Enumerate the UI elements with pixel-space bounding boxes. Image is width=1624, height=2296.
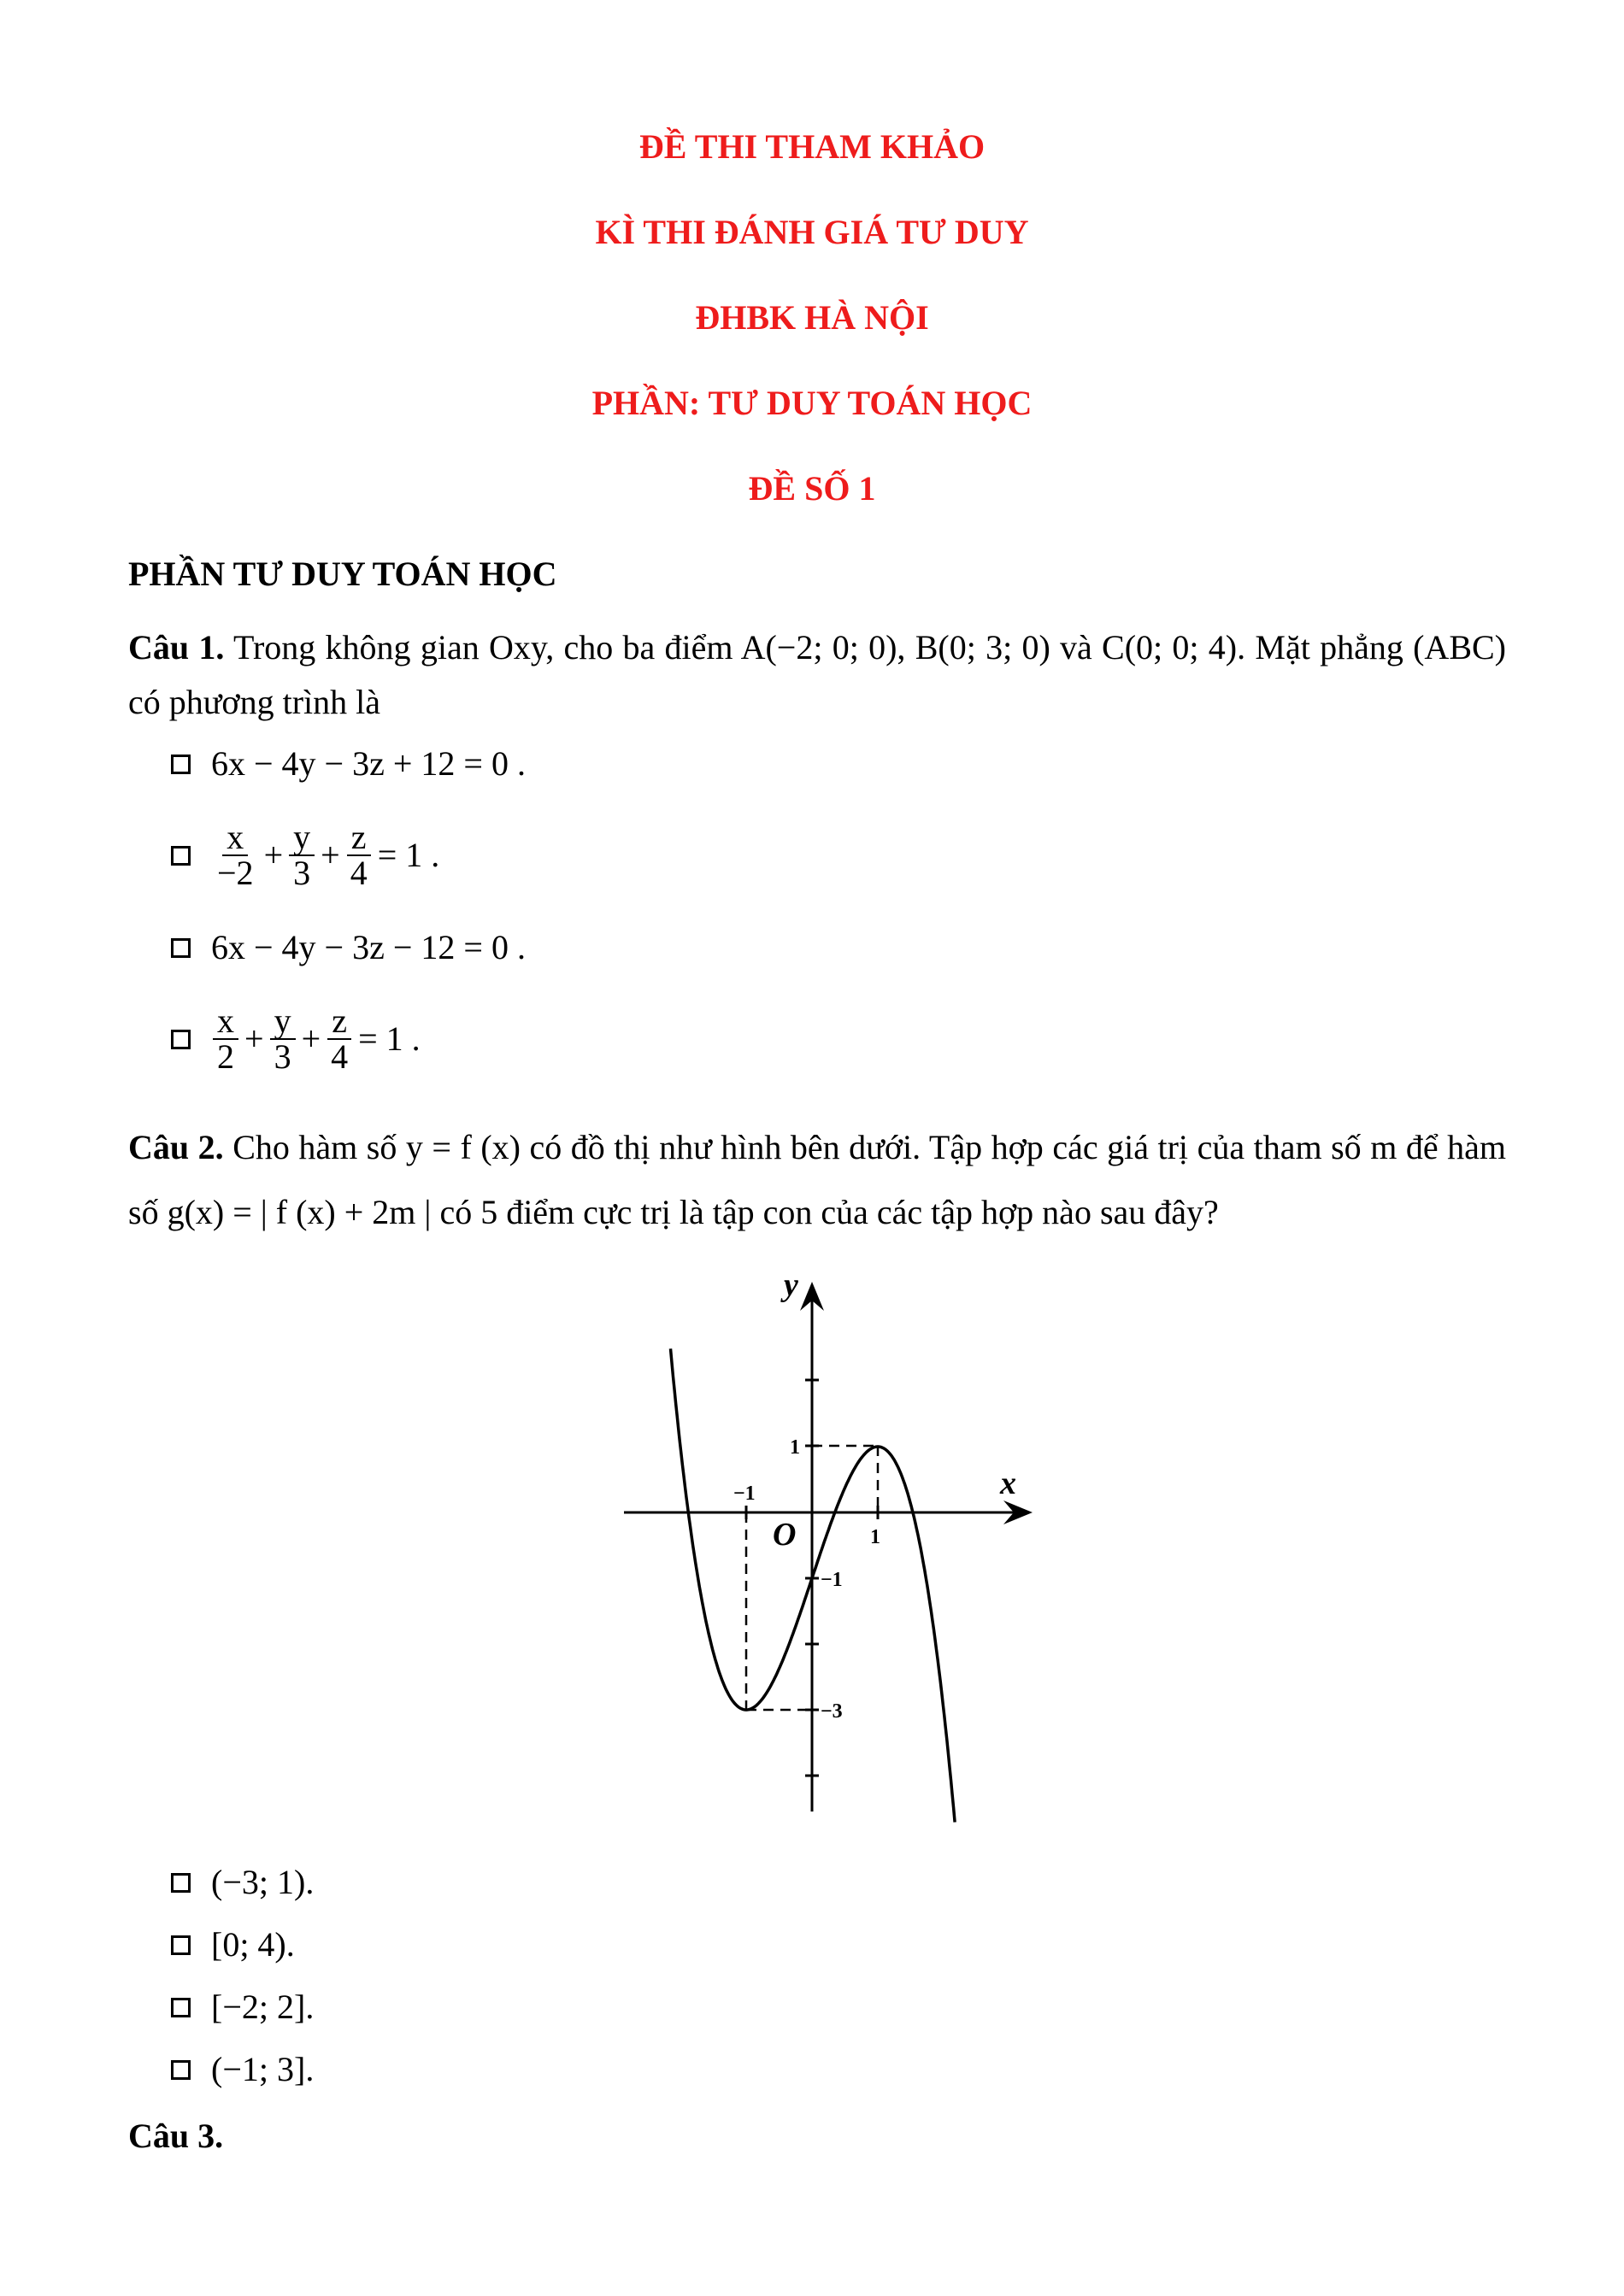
q1-option-a-text: 6x − 4y − 3z + 12 = 0 . bbox=[211, 744, 526, 783]
tick-label-x-neg1: −1 bbox=[733, 1483, 756, 1505]
header-line-3: ĐHBK HÀ NỘI bbox=[695, 298, 929, 337]
q1-option-d[interactable]: $\frac{x}{2}$ + $\frac{y}{3}$ + $\frac{z}{4}$ = 1 . bbox=[171, 1004, 425, 1074]
header-line-1: ĐỀ THI THAM KHẢO bbox=[638, 127, 986, 166]
tick-label-y-neg3: −3 bbox=[821, 1700, 843, 1723]
fraction: $\frac{z}{4}$ bbox=[327, 1004, 352, 1074]
tick-label-x-1: 1 bbox=[870, 1526, 880, 1548]
q2-option-a[interactable] bbox=[171, 1862, 314, 1903]
x-axis-label: x bbox=[1000, 1465, 1016, 1501]
question-1 bbox=[128, 620, 1506, 730]
q1-option-c[interactable] bbox=[171, 927, 526, 968]
checkbox-icon[interactable] bbox=[171, 1873, 191, 1893]
checkbox-icon[interactable] bbox=[171, 938, 191, 958]
question-3-label: Câu 3. bbox=[128, 2117, 224, 2155]
checkbox-icon[interactable] bbox=[171, 1935, 191, 1955]
q2-option-d[interactable] bbox=[171, 2049, 314, 2090]
question-2-label: Câu 2. bbox=[128, 1128, 224, 1166]
y-axis-label: y bbox=[784, 1267, 798, 1303]
question-1-label: Câu 1. bbox=[128, 628, 225, 666]
q2-option-a-text: (−3; 1). bbox=[211, 1863, 315, 1901]
tick-label-y-1: 1 bbox=[790, 1436, 800, 1459]
header-line-4: PHẦN: TƯ DUY TOÁN HỌC bbox=[591, 384, 1033, 422]
checkbox-icon[interactable] bbox=[171, 2060, 191, 2080]
fraction: $\frac{x}{2}$ bbox=[213, 1004, 238, 1074]
q2-option-c-text: [−2; 2]. bbox=[211, 1988, 315, 2026]
q1-option-b[interactable]: $\frac{x}{-2}$ + $\frac{y}{3}$ + $\frac{z}{4}$ = 1 . bbox=[171, 820, 444, 890]
origin-label: O bbox=[773, 1517, 797, 1553]
fraction: $\frac{z}{4}$ bbox=[346, 820, 372, 890]
function-graph bbox=[615, 1265, 1043, 1829]
question-1-text: Trong không gian Oxy, cho ba điểm A(−2; 0; 0), B(0; 3; 0) và C(0; 0; 4). Mặt phẳng (ABC) có phương trình là bbox=[128, 628, 1507, 721]
tick-label-y-neg1: −1 bbox=[821, 1569, 843, 1591]
fraction: $\frac{x}{-2}$ bbox=[217, 818, 254, 892]
section-title: PHẦN TƯ DUY TOÁN HỌC bbox=[128, 555, 557, 593]
fraction: $\frac{y}{3}$ bbox=[270, 1004, 296, 1074]
header-line-2: KÌ THI ĐÁNH GIÁ TƯ DUY bbox=[595, 213, 1029, 251]
question-2: Câu 2. Cho hàm số y = f (x) có đồ thị như hình bên dưới. Tập hợp các giá trị của tham số m để hàm số g(x) = | f (x) + 2m | có 5 điểm cực trị là tập con của các tập hợp nào sau đây? bbox=[128, 1128, 1506, 1231]
checkbox-icon[interactable] bbox=[171, 1998, 191, 2017]
header-line-5: ĐỀ SỐ 1 bbox=[748, 469, 876, 508]
q1-option-a[interactable] bbox=[171, 743, 526, 784]
fraction: $\frac{y}{3}$ bbox=[289, 820, 315, 890]
q2-option-b[interactable] bbox=[171, 1924, 295, 1965]
function-expression: y = f (x) bbox=[405, 1128, 521, 1166]
checkbox-icon[interactable] bbox=[171, 846, 191, 866]
g-expression: g(x) = | f (x) + 2m | bbox=[167, 1193, 432, 1231]
q2-option-c[interactable] bbox=[171, 1987, 314, 2028]
q2-option-b-text: [0; 4). bbox=[211, 1925, 295, 1964]
checkbox-icon[interactable] bbox=[171, 755, 191, 774]
checkbox-icon[interactable] bbox=[171, 1030, 191, 1049]
q2-option-d-text: (−1; 3]. bbox=[211, 2050, 315, 2088]
q1-option-c-text: 6x − 4y − 3z − 12 = 0 . bbox=[211, 928, 526, 966]
